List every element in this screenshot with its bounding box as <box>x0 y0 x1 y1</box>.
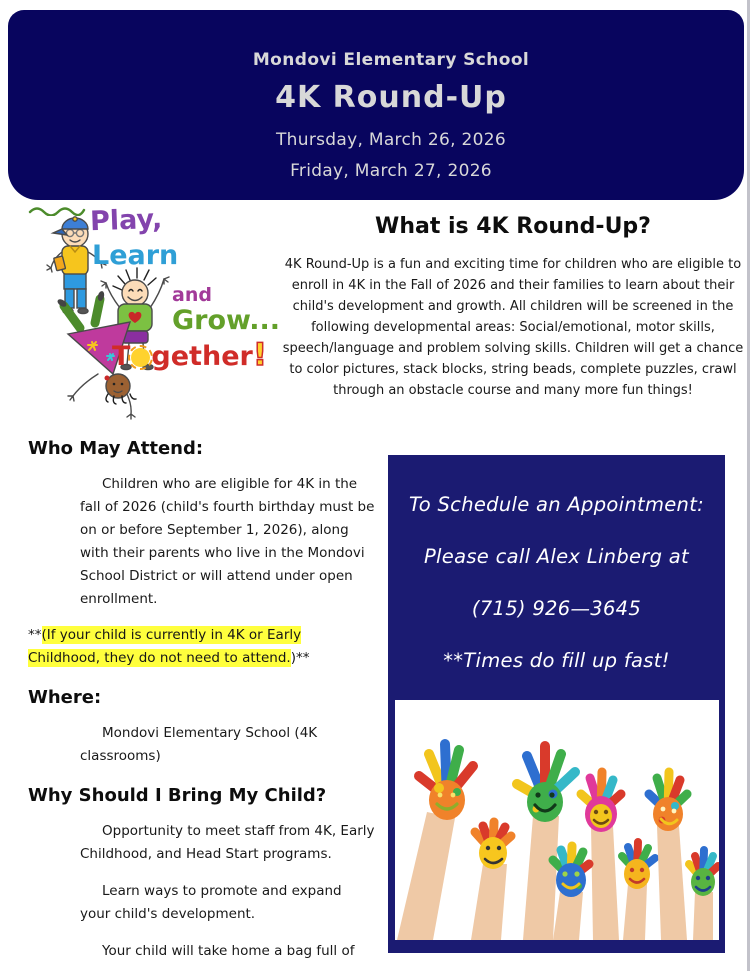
sun-icon <box>131 348 150 367</box>
who-may-attend-body: Children who are eligible for 4K in the fall of 2026 (child's fourth birthday must be on or before September 1, 2026), along with their parents who live in the Mondovi School District or will attend under open enrollment. <box>80 476 375 607</box>
what-is-section <box>282 214 744 401</box>
clipart-word-learn: Learn <box>92 240 179 271</box>
appointment-box <box>388 455 725 953</box>
appointment-contact: Please call Alex Linberg at <box>424 545 689 568</box>
clipart-word-and: and <box>172 284 212 306</box>
highlight-note <box>28 624 376 670</box>
clipart-word-play: Play, <box>89 203 163 238</box>
event-date-1: Thursday, March 26, 2026 <box>276 130 506 150</box>
clipart-word-together <box>112 337 267 373</box>
painted-hands-photo <box>395 700 719 940</box>
note-suffix: )** <box>290 650 310 666</box>
flyer-title: 4K Round-Up <box>275 80 507 115</box>
together-t: T <box>112 341 131 372</box>
what-is-heading: What is 4K Round-Up? <box>375 214 651 239</box>
together-exclamation: ! <box>252 337 267 373</box>
why-item-3: Your child will take home a bag full of <box>102 943 355 959</box>
where-body: Mondovi Elementary School (4K classrooms) <box>80 725 318 764</box>
event-date-2: Friday, March 27, 2026 <box>290 161 492 181</box>
together-rest: gether <box>151 341 253 372</box>
flyer-header-banner <box>8 10 744 200</box>
left-column <box>28 438 376 963</box>
appointment-note: **Times do fill up fast! <box>443 649 670 672</box>
appointment-phone: (715) 926—3645 <box>471 597 642 620</box>
clipart-word-grow: Grow... <box>172 305 281 336</box>
why-item-2: Learn ways to promote and expand your child's development. <box>80 883 342 922</box>
note-prefix: ** <box>28 627 42 643</box>
what-is-body: 4K Round-Up is a fun and exciting time for children who are eligible to enroll in 4K in the Fall of 2026 and their families to learn about their child's development and growth. All children will be screened in the following developmental areas: Social/emotional, motor skills, speech/language and problem solving skills. Children will get a chance to color pictures, stack blocks, string beads, complete puzzles, crawl through an obstacle course and many more fun things! <box>282 257 744 398</box>
school-name: Mondovi Elementary School <box>252 50 530 70</box>
why-bring-heading: Why Should I Bring My Child? <box>28 785 327 806</box>
play-learn-grow-clipart <box>28 204 303 420</box>
where-heading: Where: <box>28 687 102 708</box>
signature-squiggle <box>28 204 86 216</box>
who-may-attend-heading: Who May Attend: <box>28 438 204 459</box>
appointment-heading: To Schedule an Appointment: <box>408 493 705 516</box>
why-item-1: Opportunity to meet staff from 4K, Early Childhood, and Head Start programs. <box>80 823 375 862</box>
painted-hands-image <box>395 700 719 940</box>
note-highlighted-text: (If your child is currently in 4K or Early Childhood, they do not need to attend. <box>28 627 302 666</box>
